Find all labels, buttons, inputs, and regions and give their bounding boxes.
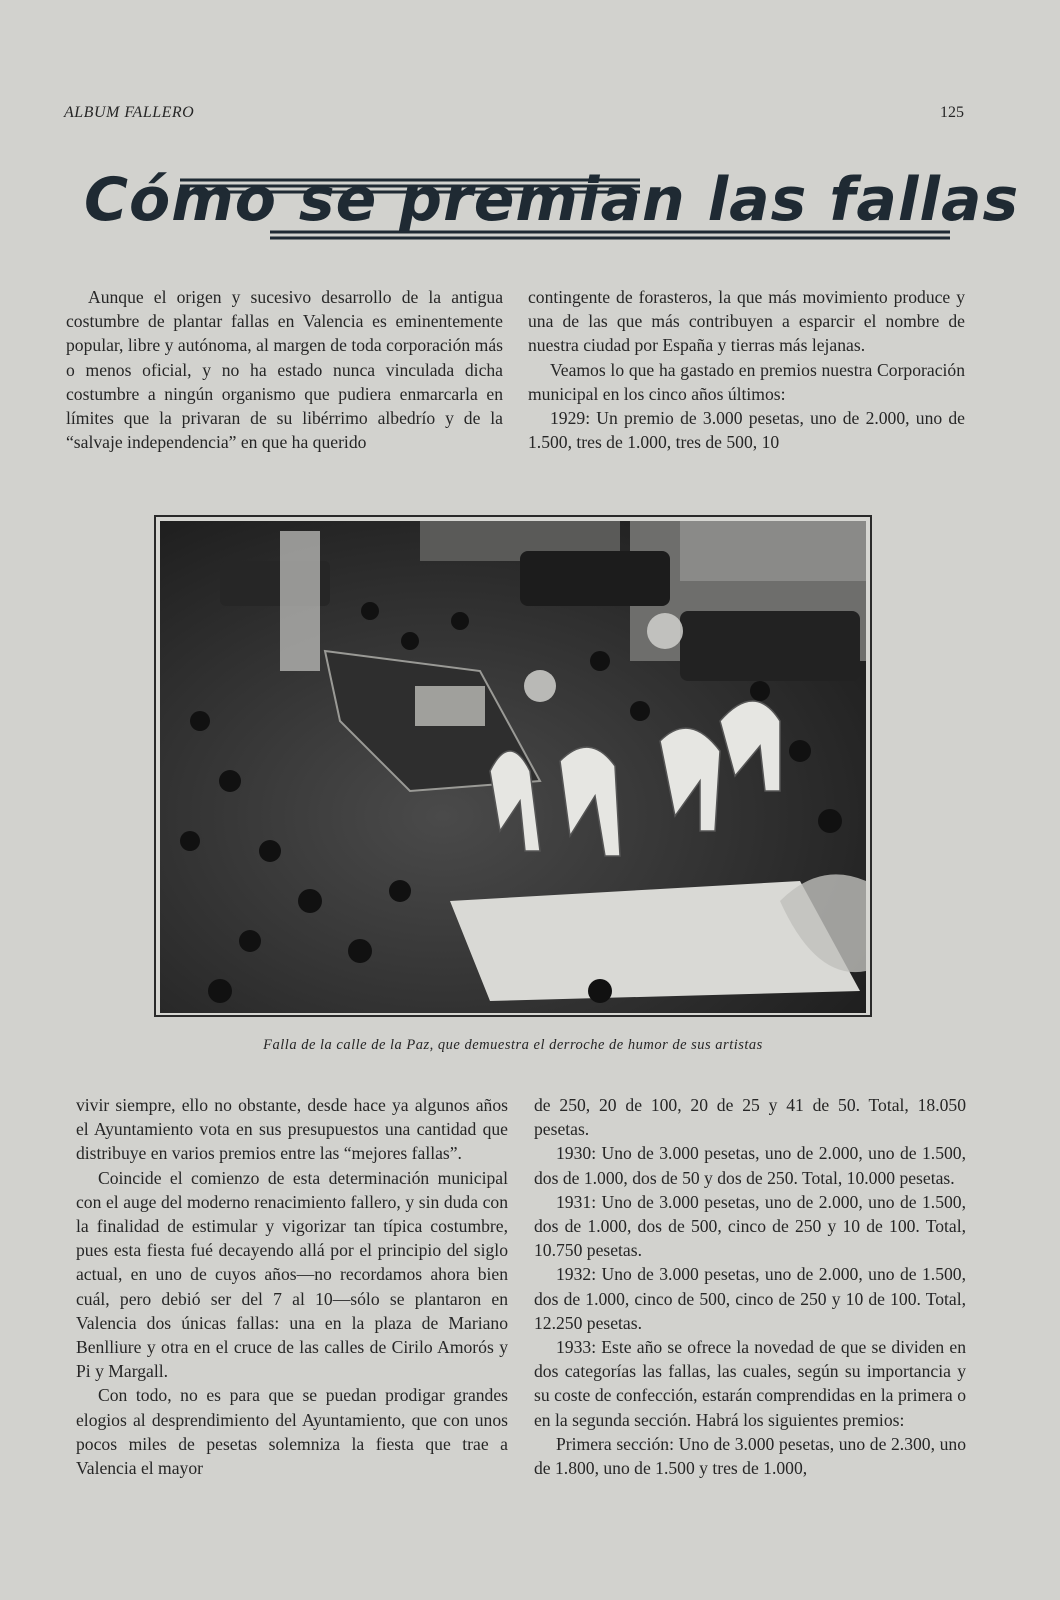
paragraph: 1930: Uno de 3.000 pesetas, uno de 2.000, uno de 1.500, dos de 1.000, dos de 50 y dos de 250. Total, 10.000 pesetas. <box>534 1143 966 1188</box>
paragraph: Coincide el comienzo de esta determinación municipal con el auge del moderno renacimiento fallero, y sin duda con la finalidad de estimular y vigorizar tan típica costumbre, pues esta fiesta fué decayendo allá por el principio del siglo actual, en uno de cuyos años—no recordamos ahora bien cuál, pero debió ser del 7 al 10—sólo se plantaron en Valencia dos únicas fallas: una en la plaza de Mariano Benlliure y otra en el cruce de las calles de Cirilo Amorós y Pi y Margall. <box>76 1167 508 1382</box>
paragraph: vivir siempre, ello no obstante, desde hace ya algunos años el Ayuntamiento vota en sus presupuestos una cantidad que distribuye en varios premios entre las “mejores fallas”. <box>76 1095 508 1164</box>
article-title: Cómo se premian las fallas <box>84 165 1020 235</box>
falla-parade-photo <box>160 521 866 1013</box>
running-title: ALBUM FALLERO <box>64 104 195 121</box>
paragraph: 1932: Uno de 3.000 pesetas, uno de 2.000, uno de 1.500, dos de 1.000, cinco de 500, cinco de 250 y 10 de 100. Total, 12.250 pesetas. <box>534 1264 966 1333</box>
paragraph: 1929: Un premio de 3.000 pesetas, uno de 2.000, uno de 1.500, tres de 1.000, tres de 500, 10 <box>528 408 965 453</box>
paragraph: Veamos lo que ha gastado en premios nuestra Corporación municipal en los cinco años últimos: <box>528 359 965 404</box>
intro-column-right <box>528 285 965 454</box>
photo-frame <box>154 515 872 1017</box>
paragraph: 1933: Este año se ofrece la novedad de que se dividen en dos categorías las fallas, las cuales, según su importancia y su coste de confección, estarán comprendidas en la primera o en la segunda sección. Habrá los siguientes premios: <box>534 1337 966 1430</box>
paragraph: contingente de forasteros, la que más movimiento produce y una de las que más contribuyen a esparcir el nombre de nuestra ciudad por España y tierras más lejanas. <box>528 287 965 356</box>
body-column-left <box>76 1093 508 1480</box>
page-number: 125 <box>940 104 964 121</box>
article-title-block <box>70 152 1020 252</box>
intro-column-left <box>66 285 503 454</box>
paragraph: Aunque el origen y sucesivo desarrollo de la antigua costumbre de plantar fallas en Valencia es eminentemente popular, libre y autónoma, al margen de toda corporación más o menos oficial, y no ha estado nunca vinculada dicha costumbre a ningún organismo que pudiera enmarcarla en límites que la privaran de su libérrimo albedrío y de la “salvaje independencia” en que ha querido <box>66 287 503 453</box>
paragraph: Primera sección: Uno de 3.000 pesetas, uno de 2.300, uno de 1.800, uno de 1.500 y tres de 1.000, <box>534 1433 966 1479</box>
paragraph: de 250, 20 de 100, 20 de 25 y 41 de 50. Total, 18.050 pesetas. <box>534 1095 966 1140</box>
photo-caption: Falla de la calle de la Paz, que demuestra el derroche de humor de sus artistas <box>263 1037 763 1053</box>
paragraph: 1931: Uno de 3.000 pesetas, uno de 2.000, uno de 1.500, dos de 1.000, dos de 500, cinco de 250 y 10 de 100. Total, 10.750 pesetas. <box>534 1191 966 1261</box>
body-column-right <box>534 1093 966 1480</box>
paragraph: Con todo, no es para que se puedan prodigar grandes elogios al desprendimiento del Ayuntamiento, que con unos pocos miles de pesetas solemniza la fiesta que trae a Valencia el mayor <box>76 1385 508 1479</box>
